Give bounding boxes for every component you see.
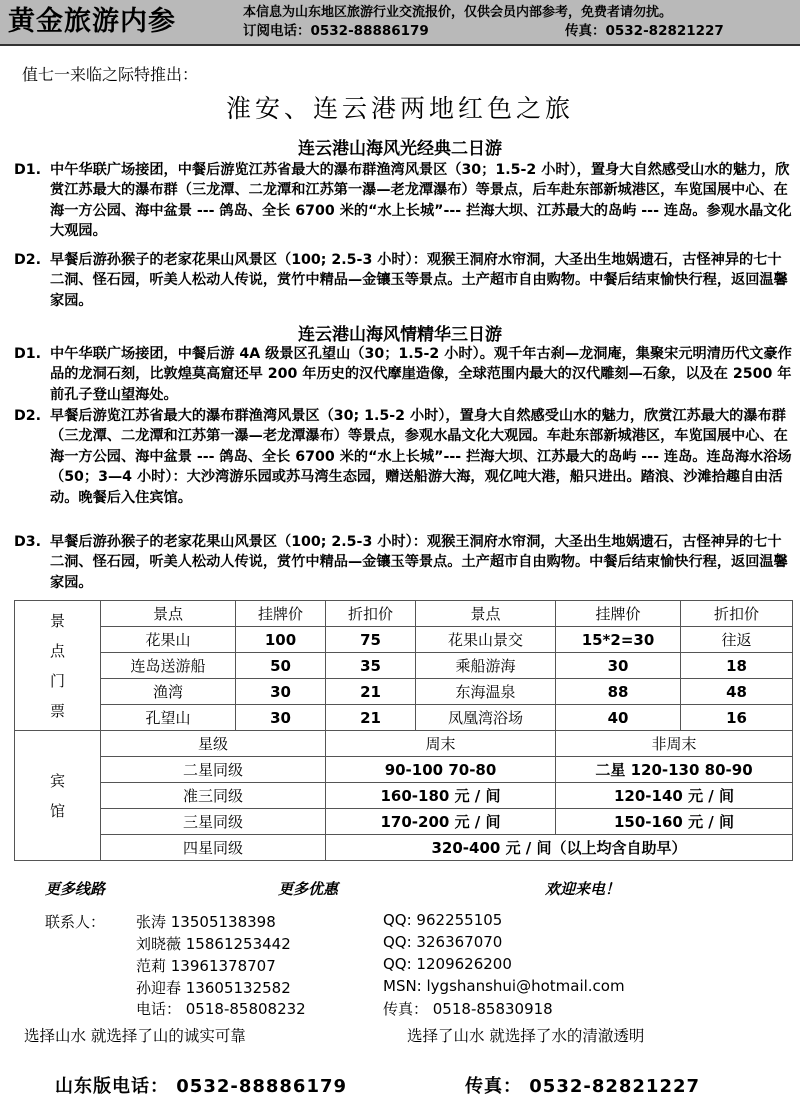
contact-name: 刘晓薇 15861253442 [136,935,291,953]
tour2-day3 [14,532,792,593]
table-row: 二星同级 90-100 70-80 二星 120-130 80-90 [15,757,793,783]
more-offers: 更多优惠 [278,880,339,898]
header-fax: 传真：0532-82821227 [565,23,724,39]
day-text: 早餐后游览江苏省最大的瀑布群渔湾风景区（30; 1.5-2 小时），置身大自然感受山水的魅力，欣赏江苏最大的瀑布群（三龙潭、二龙潭和江苏第一瀑—老龙潭瀑布）等景点，参观水晶文化大观园。车赴东部新城港区，车览国展中心、在海一方公园、海中盆景 --- 鸽岛、全长 6700 米的“水上长城”--- 拦海大坝、江苏最大的岛屿 --- 连岛。连岛海水浴场（50；3—4 小时）：大沙湾游乐园或苏马湾生态园，赠送船游大海，观亿吨大港，船只进出。踏浪、沙滩拾趣自由活动。晚餐后入住宾馆。 [50,408,792,506]
price-table [14,600,793,861]
column-header: 景点 [101,601,236,627]
tour2-day2 [14,406,792,508]
slogan-right: 选择了山水 就选择了水的清澈透明 [407,1027,645,1045]
column-header: 景点 [416,601,556,627]
page-title: 淮安、连云港两地红色之旅 [225,94,574,123]
column-header: 挂牌价 [556,601,681,627]
table-row: 准三同级 160-180 元 / 间 120-140 元 / 间 [15,783,793,809]
day-label: D2. [14,408,42,424]
bottom-contact-bar [55,1072,701,1098]
column-header: 折扣价 [681,601,793,627]
column-header: 非周末 [556,731,793,757]
table-row: 四星同级 320-400 元 / 间（以上均含自助早） [15,835,793,861]
day-label: D1. [14,162,42,178]
ticket-section-label: 景 点 门 票 [15,601,101,731]
contact-im: QQ: 1209626200 [383,955,512,973]
brand-title: 黄金旅游内参 [8,6,176,37]
footer-promo-row [45,878,621,899]
intro-text: 值七一来临之际特推出： [22,65,199,84]
shandong-phone: 山东版电话： 0532-88886179 [55,1076,348,1097]
contact-name: 孙迎春 13605132582 [136,979,291,997]
welcome-call: 欢迎来电！ [545,880,621,898]
contact-phone: 电话： 0518-85808232 [136,1000,306,1018]
tour1-day2 [14,250,792,311]
ticket-header-row [15,601,793,627]
day-text: 中午华联广场接团，中餐后游 4A 级景区孔望山（30；1.5-2 小时）。观千年古刹—龙洞庵，集聚宋元明清历代文豪作品的龙洞石刻，比敦煌莫高窟还早 200 年历史的汉代摩崖造像，全球范围内最大的汉代雕刻—石象，以及在 2500 年前孔子登山望海处。 [50,346,792,403]
contact-email: MSN: lygshanshui@hotmail.com [383,977,625,995]
column-header: 星级 [101,731,326,757]
table-row: 连岛送游船 50 35 乘船游海 30 18 [15,653,793,679]
header-banner [0,0,800,46]
header-contact-line [243,22,724,40]
shandong-fax: 传真： 0532-82821227 [465,1076,701,1097]
contact-label: 联系人： [45,913,106,931]
contact-im: QQ: 962255105 [383,911,503,929]
table-row: 花果山 100 75 花果山景交 15*2=30 往返 [15,627,793,653]
column-header: 周末 [326,731,556,757]
tour1-title: 连云港山海风光经典二日游 [298,139,502,159]
hotel-section-label: 宾 馆 [15,731,101,861]
contact-name: 范莉 13961378707 [136,957,276,975]
tour2-title: 连云港山海风情精华三日游 [298,325,502,345]
hotel-header-row [15,731,793,757]
day-label: D1. [14,346,42,362]
contact-fax: 传真： 0518-85830918 [383,1000,553,1018]
tour2-day1 [14,344,792,405]
table-row: 渔湾 30 21 东海温泉 88 48 [15,679,793,705]
column-header: 折扣价 [326,601,416,627]
contact-im: QQ: 326367070 [383,933,503,951]
column-header: 挂牌价 [236,601,326,627]
slogan-left: 选择山水 就选择了山的诚实可靠 [24,1027,246,1045]
table-row: 三星同级 170-200 元 / 间 150-160 元 / 间 [15,809,793,835]
header-notice: 本信息为山东地区旅游行业交流报价，仅供会员内部参考，免费者请勿扰。 [243,5,673,20]
tour1-day1 [14,160,792,242]
more-routes: 更多线路 [45,880,106,898]
day-text: 早餐后游孙猴子的老家花果山风景区（100; 2.5-3 小时）：观猴王洞府水帘洞，大圣出生地娲遗石，古怪神异的七十二洞、怪石园，听美人松动人传说，赏竹中精品—金镶玉等景点。土产超市自由购物。中餐后结束愉快行程，返回温馨家园。 [50,252,788,309]
day-label: D3. [14,534,42,550]
contact-name: 张涛 13505138398 [136,913,276,931]
day-text: 中午华联广场接团，中餐后游览江苏省最大的瀑布群渔湾风景区（30；1.5-2 小时），置身大自然感受山水的魅力，欣赏江苏最大的瀑布群（三龙潭、二龙潭和江苏第一瀑—老龙潭瀑布）等景点，后车赴东部新城港区，车览国展中心、在海一方公园、海中盆景 --- 鸽岛、全长 6700 米的“水上长城”--- 拦海大坝、江苏最大的岛屿 --- 连岛。参观水晶文化大观园。 [50,162,792,240]
header-subscribe-phone: 订阅电话：0532-88886179 [243,23,429,39]
table-row: 孔望山 30 21 凤凰湾浴场 40 16 [15,705,793,731]
day-label: D2. [14,252,42,268]
day-text: 早餐后游孙猴子的老家花果山风景区（100; 2.5-3 小时）：观猴王洞府水帘洞，大圣出生地娲遗石，古怪神异的七十二洞、怪石园，听美人松动人传说，赏竹中精品—金镶玉等景点。土产超市自由购物。中餐后结束愉快行程，返回温馨家园。 [50,534,788,591]
